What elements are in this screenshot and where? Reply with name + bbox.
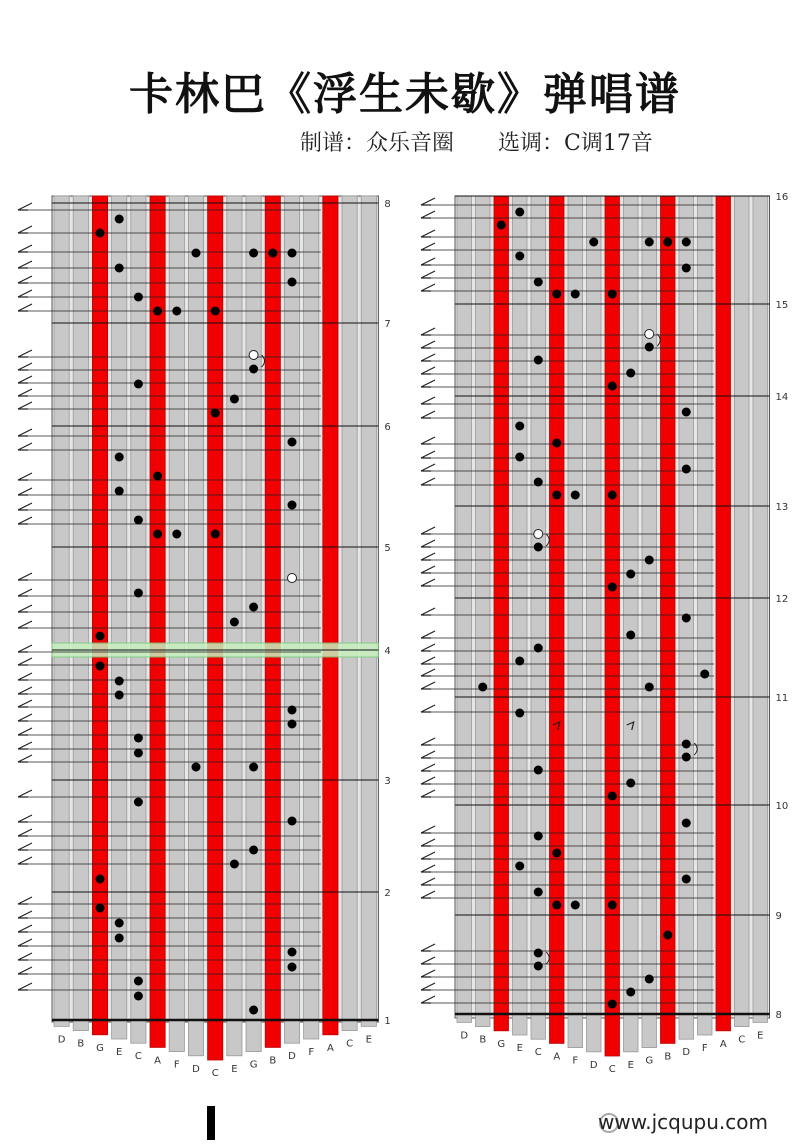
note-dot bbox=[552, 439, 561, 448]
key-tine bbox=[476, 196, 491, 1027]
open-note bbox=[534, 530, 543, 539]
key-label: E bbox=[365, 1034, 372, 1046]
note-dot bbox=[645, 343, 654, 352]
flag-icon bbox=[421, 839, 435, 846]
note-dot bbox=[534, 278, 543, 287]
note-dot bbox=[645, 238, 654, 247]
key-tine bbox=[605, 196, 620, 1056]
key-tine bbox=[513, 196, 528, 1035]
measure-number: 5 bbox=[384, 543, 391, 554]
measure-number: 7 bbox=[384, 319, 391, 330]
note-dot bbox=[515, 657, 524, 666]
key-label: A bbox=[154, 1055, 162, 1067]
key-tine bbox=[735, 196, 750, 1027]
note-dot bbox=[534, 962, 543, 971]
key-label: B bbox=[664, 1051, 672, 1063]
note-dot bbox=[626, 988, 635, 997]
key-label: D bbox=[288, 1051, 296, 1063]
note-dot bbox=[682, 875, 691, 884]
flag-icon bbox=[421, 944, 435, 951]
note-dot bbox=[608, 491, 617, 500]
note-dot bbox=[608, 1000, 617, 1009]
note-dot bbox=[552, 290, 561, 299]
key-label: C bbox=[534, 1047, 542, 1059]
note-dot bbox=[682, 408, 691, 417]
flag-icon bbox=[421, 631, 435, 638]
key-tine bbox=[550, 196, 565, 1043]
key-label: C bbox=[346, 1038, 354, 1050]
key-label: F bbox=[701, 1043, 708, 1054]
key-label: D bbox=[682, 1047, 691, 1059]
flag-icon bbox=[421, 669, 435, 676]
key-label: F bbox=[572, 1055, 579, 1067]
note-dot bbox=[682, 264, 691, 273]
flag-icon bbox=[421, 540, 435, 547]
note-dot bbox=[534, 949, 543, 958]
measure-number: 8 bbox=[775, 1010, 782, 1021]
key-label: E bbox=[757, 1030, 764, 1042]
flag-icon bbox=[421, 258, 435, 265]
flag-icon bbox=[421, 437, 435, 444]
note-dot bbox=[478, 683, 487, 692]
flag-icon bbox=[421, 328, 435, 335]
key-label: G bbox=[645, 1055, 654, 1067]
note-dot bbox=[608, 382, 617, 391]
note-dot bbox=[534, 832, 543, 841]
flag-icon bbox=[421, 553, 435, 560]
key-tine bbox=[587, 196, 602, 1052]
open-note bbox=[645, 330, 654, 339]
key-label: B bbox=[269, 1055, 277, 1067]
note-dot bbox=[534, 478, 543, 487]
note-dot bbox=[682, 238, 691, 247]
note-dot bbox=[534, 356, 543, 365]
note-dot bbox=[626, 369, 635, 378]
flag-icon bbox=[421, 865, 435, 872]
flag-icon bbox=[421, 751, 435, 758]
key-label: C bbox=[211, 1068, 219, 1079]
flag-icon bbox=[421, 970, 435, 977]
flag-icon bbox=[421, 608, 435, 615]
note-dot bbox=[534, 888, 543, 897]
flag-icon bbox=[421, 957, 435, 964]
flag-icon bbox=[421, 284, 435, 291]
note-dot bbox=[515, 252, 524, 261]
note-dot bbox=[552, 849, 561, 858]
flag-icon bbox=[421, 738, 435, 745]
key-tine bbox=[753, 196, 768, 1022]
note-dot bbox=[608, 792, 617, 801]
key-label: D bbox=[192, 1063, 200, 1075]
flag-icon bbox=[421, 478, 435, 485]
flag-icon bbox=[421, 790, 435, 797]
flag-icon bbox=[421, 464, 435, 471]
measure-number: 3 bbox=[384, 776, 391, 787]
flag-icon bbox=[421, 211, 435, 218]
note-dot bbox=[515, 208, 524, 217]
note-dot bbox=[682, 740, 691, 749]
arranger-text: 制谱：众乐音圈 bbox=[300, 131, 455, 156]
note-dot bbox=[663, 238, 672, 247]
flag-icon bbox=[421, 891, 435, 898]
measure-number: 8 bbox=[384, 199, 391, 210]
flag-icon bbox=[421, 380, 435, 387]
key-tine bbox=[494, 196, 509, 1031]
key-label: E bbox=[231, 1063, 238, 1075]
key-label: A bbox=[326, 1042, 334, 1054]
flag-icon bbox=[421, 271, 435, 278]
measure-number: 15 bbox=[775, 300, 789, 311]
key-label: F bbox=[308, 1047, 315, 1058]
note-dot bbox=[626, 779, 635, 788]
note-dot bbox=[552, 491, 561, 500]
key-label: C bbox=[608, 1064, 616, 1075]
key-label: B bbox=[77, 1038, 85, 1050]
measure-number: 6 bbox=[384, 422, 391, 433]
flag-icon bbox=[421, 397, 435, 404]
key-label: B bbox=[479, 1034, 487, 1046]
note-dot bbox=[515, 709, 524, 718]
note-dot bbox=[571, 290, 580, 299]
flag-icon bbox=[421, 354, 435, 361]
flag-icon bbox=[421, 878, 435, 885]
note-dot bbox=[626, 570, 635, 579]
key-label: D bbox=[460, 1030, 469, 1042]
note-dot bbox=[571, 491, 580, 500]
note-dot bbox=[682, 465, 691, 474]
key-label: E bbox=[627, 1059, 634, 1071]
note-dot bbox=[534, 644, 543, 653]
note-dot bbox=[534, 543, 543, 552]
key-tine bbox=[642, 196, 657, 1048]
key-tine bbox=[716, 196, 731, 1031]
key-label: C bbox=[738, 1034, 746, 1046]
flag-icon bbox=[421, 579, 435, 586]
flag-icon bbox=[421, 983, 435, 990]
note-dot bbox=[645, 556, 654, 565]
flag-icon bbox=[421, 682, 435, 689]
key-label: F bbox=[173, 1059, 180, 1071]
flag-icon bbox=[421, 243, 435, 250]
note-dot bbox=[626, 631, 635, 640]
flag-icon bbox=[421, 341, 435, 348]
note-dot bbox=[608, 901, 617, 910]
note-dot bbox=[663, 931, 672, 940]
measure-number: 14 bbox=[775, 392, 789, 403]
key-tine bbox=[568, 196, 583, 1048]
flag-icon bbox=[421, 657, 435, 664]
flag-icon bbox=[421, 826, 435, 833]
key-tine bbox=[624, 196, 639, 1052]
note-dot bbox=[645, 975, 654, 984]
key-label: D bbox=[57, 1034, 66, 1046]
flag-icon bbox=[421, 367, 435, 374]
key-tine bbox=[661, 196, 676, 1043]
note-dot bbox=[608, 290, 617, 299]
measure-number: 12 bbox=[775, 594, 789, 605]
note-dot bbox=[571, 901, 580, 910]
key-label: G bbox=[249, 1059, 258, 1071]
measure-number: 16 bbox=[775, 192, 789, 203]
key-label: E bbox=[516, 1043, 523, 1054]
note-dot bbox=[534, 766, 543, 775]
note-dot bbox=[515, 862, 524, 871]
measure-number: 10 bbox=[775, 801, 789, 812]
flag-icon bbox=[421, 527, 435, 534]
flag-icon bbox=[421, 198, 435, 205]
note-dot bbox=[515, 453, 524, 462]
page-title: 卡林巴《浮生未歇》弹唱谱 bbox=[129, 69, 681, 120]
note-dot bbox=[645, 683, 654, 692]
note-dot bbox=[608, 583, 617, 592]
flag-icon bbox=[421, 705, 435, 712]
note-dot bbox=[497, 221, 506, 230]
key-label: G bbox=[96, 1042, 104, 1054]
key-label: C bbox=[134, 1051, 142, 1063]
key-label: G bbox=[497, 1038, 506, 1050]
key-text: 选调：C调17音 bbox=[498, 131, 653, 156]
flag-icon bbox=[421, 996, 435, 1003]
measure-number: 9 bbox=[775, 911, 782, 922]
key-tine bbox=[698, 196, 713, 1035]
flag-icon bbox=[421, 451, 435, 458]
note-dot bbox=[589, 238, 598, 247]
note-dot bbox=[515, 422, 524, 431]
flag-icon bbox=[421, 230, 435, 237]
flag-icon bbox=[421, 411, 435, 418]
measure-number: 2 bbox=[384, 888, 391, 899]
measure-number: 11 bbox=[775, 693, 789, 704]
note-dot bbox=[700, 670, 709, 679]
key-label: A bbox=[719, 1038, 727, 1050]
measure-number: 1 bbox=[384, 1016, 391, 1027]
note-dot bbox=[682, 819, 691, 828]
key-tine bbox=[531, 196, 546, 1039]
key-label: A bbox=[553, 1051, 561, 1063]
flag-icon bbox=[421, 566, 435, 573]
key-tine bbox=[457, 196, 472, 1022]
flag-icon bbox=[421, 764, 435, 771]
note-dot bbox=[682, 614, 691, 623]
flag-icon bbox=[421, 777, 435, 784]
measure-number: 4 bbox=[384, 646, 391, 657]
key-label: E bbox=[116, 1047, 123, 1058]
key-label: D bbox=[589, 1059, 598, 1071]
measure-number: 13 bbox=[775, 502, 789, 513]
text-cursor bbox=[207, 1106, 215, 1140]
flag-icon bbox=[421, 644, 435, 651]
note-dot bbox=[552, 901, 561, 910]
flag-icon bbox=[421, 852, 435, 859]
watermark: www.jcqupu.com bbox=[598, 1110, 768, 1134]
note-dot bbox=[682, 753, 691, 762]
